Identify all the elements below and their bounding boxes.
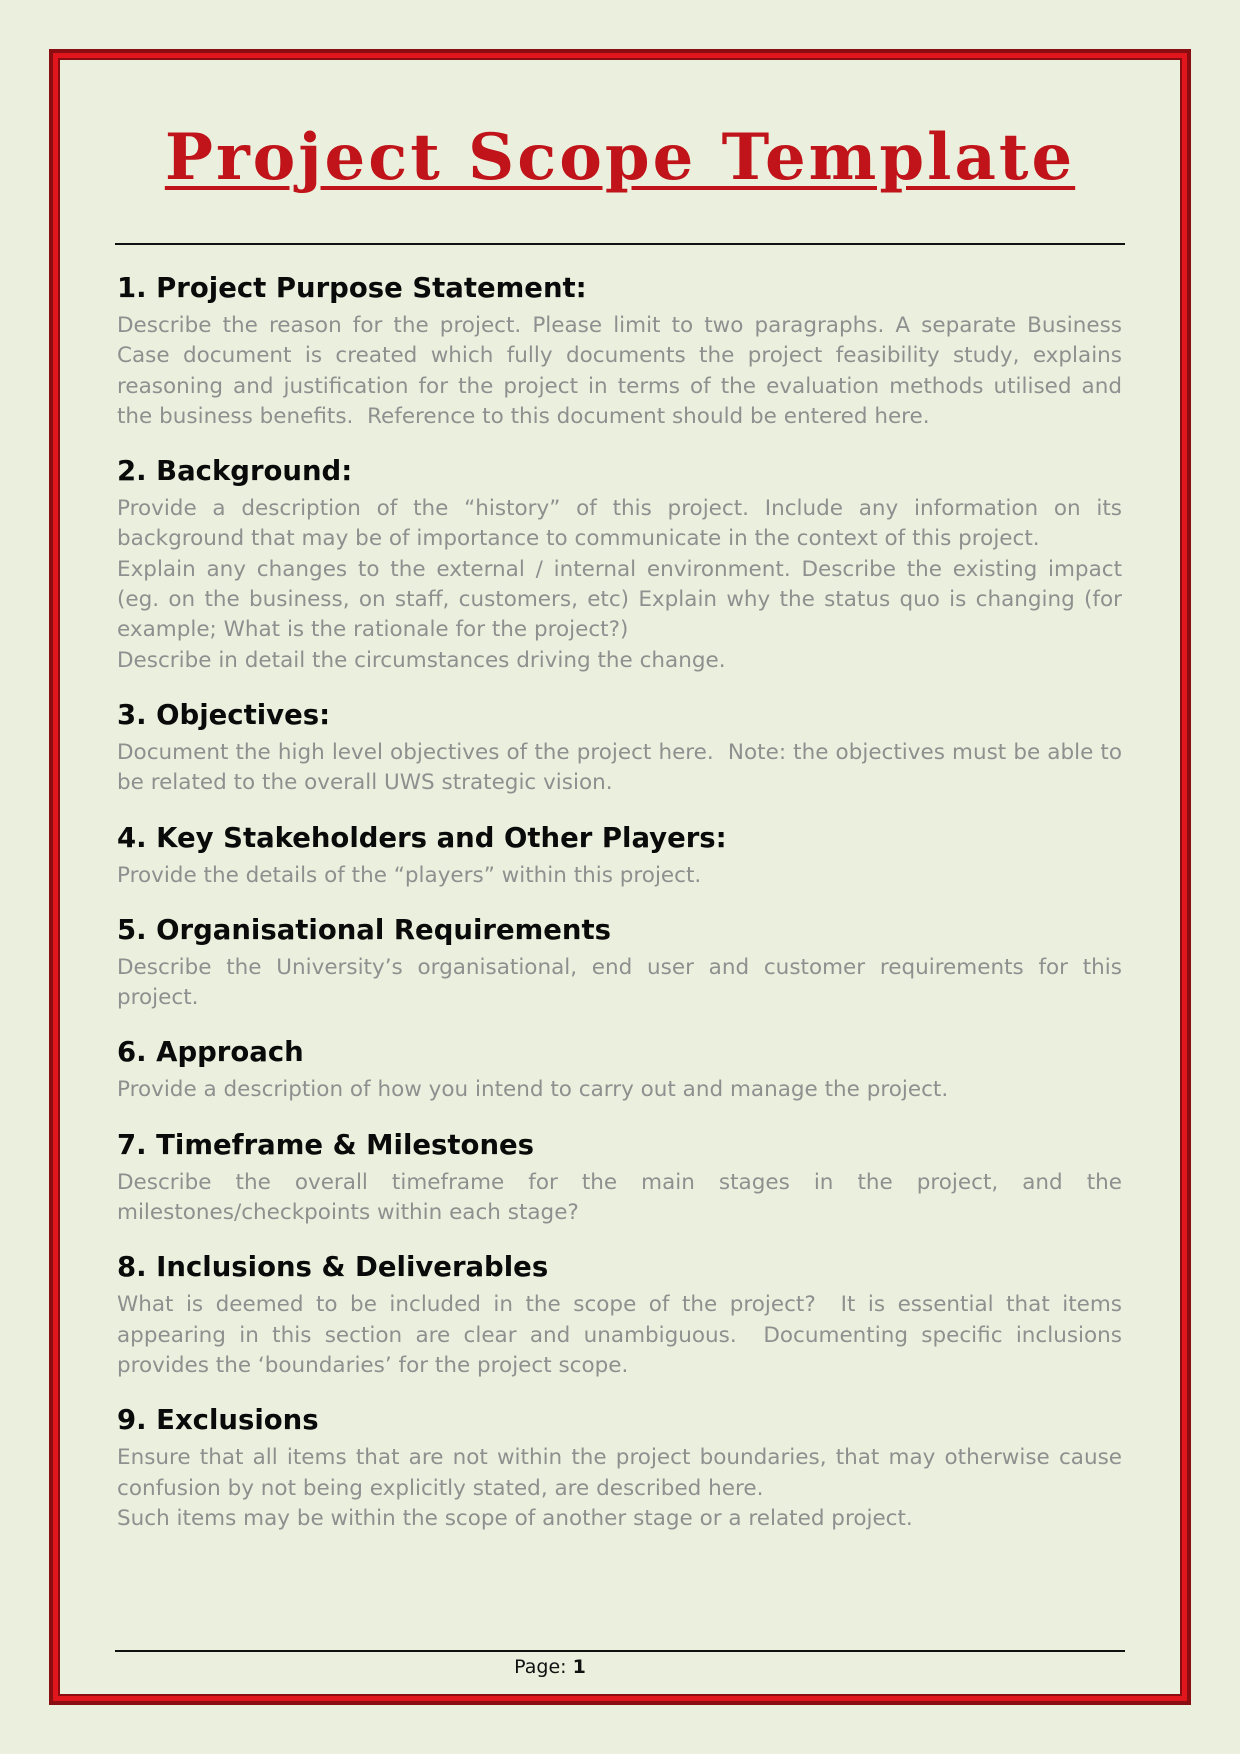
section-paragraph: Describe in detail the circumstances driving the change. [117, 647, 726, 673]
section-organisational-requirements [117, 912, 1129, 1014]
document-body [117, 270, 1129, 1555]
section-paragraph: Document the high level objectives of the project here. Note: the objectives must be able to be related to the overall UWS strategic vision. [117, 739, 1129, 796]
section-heading: 1. Project Purpose Statement: [117, 272, 587, 304]
section-objectives [117, 697, 1129, 799]
page-number: 1 [572, 1656, 586, 1678]
section-heading: 3. Objectives: [117, 698, 331, 731]
section-paragraph: Explain any changes to the external / internal environment. Describe the existing impact (eg. on the business, on staff, customers, etc) Explain why the status quo is changing (for example; What is the rationale for the project?) [117, 556, 1129, 643]
section-paragraph: What is deemed to be included in the scope of the project? It is essential that items appearing in this section are clear and unambiguous. Documenting specific inclusions provides the ‘boundaries’ for the project scope. [117, 1292, 1129, 1378]
section-paragraph: Provide a description of the “history” of this project. Include any information on its background that may be of importance to communicate in the context of this project. [117, 496, 1129, 552]
section-heading: 9. Exclusions [117, 1404, 319, 1437]
section-paragraph: Provide the details of the “players” within this project. [117, 862, 702, 888]
section-heading: 5. Organisational Requirements [117, 913, 611, 946]
section-paragraph: Describe the reason for the project. Please limit to two paragraphs. A separate Business Case document is created which fully documents the project feasibility study, explains reasoning and justification for the project in terms of the evaluation methods utilised and the business benefits. Reference to this document should be entered here. [117, 313, 1129, 429]
page-number-line [514, 1656, 586, 1678]
section-paragraph: Provide a description of how you intend to carry out and manage the project. [117, 1077, 949, 1103]
section-stakeholders [117, 820, 1122, 891]
section-heading: 4. Key Stakeholders and Other Players: [117, 821, 727, 854]
section-purpose [117, 270, 1129, 432]
section-heading: 2. Background: [117, 455, 353, 488]
page-label: Page: [514, 1656, 567, 1678]
section-heading: 8. Inclusions & Deliverables [117, 1251, 549, 1284]
section-approach [117, 1034, 1122, 1105]
document-title-text: Project Scope Template [164, 120, 1076, 195]
section-paragraph: Describe the overall timeframe for the main stages in the project, and the milestones/checkpoints within each stage? [117, 1169, 1129, 1226]
section-timeframe [117, 1127, 1129, 1229]
section-paragraph: Ensure that all items that are not within the project boundaries, that may otherwise cause confusion by not being explicitly stated, are described here. [117, 1445, 1129, 1501]
section-exclusions [117, 1402, 1129, 1534]
page-footer [0, 1655, 1240, 1679]
header-divider [115, 243, 1125, 245]
section-paragraph: Such items may be within the scope of another stage or a related project. [117, 1505, 913, 1531]
section-paragraph: Describe the University’s organisational, end user and customer requirements for this project. [117, 954, 1129, 1011]
section-heading: 6. Approach [117, 1036, 304, 1069]
section-background [117, 453, 1129, 676]
document-title [0, 118, 1240, 198]
section-heading: 7. Timeframe & Milestones [117, 1128, 535, 1161]
section-inclusions [117, 1249, 1129, 1381]
footer-divider [115, 1650, 1125, 1652]
